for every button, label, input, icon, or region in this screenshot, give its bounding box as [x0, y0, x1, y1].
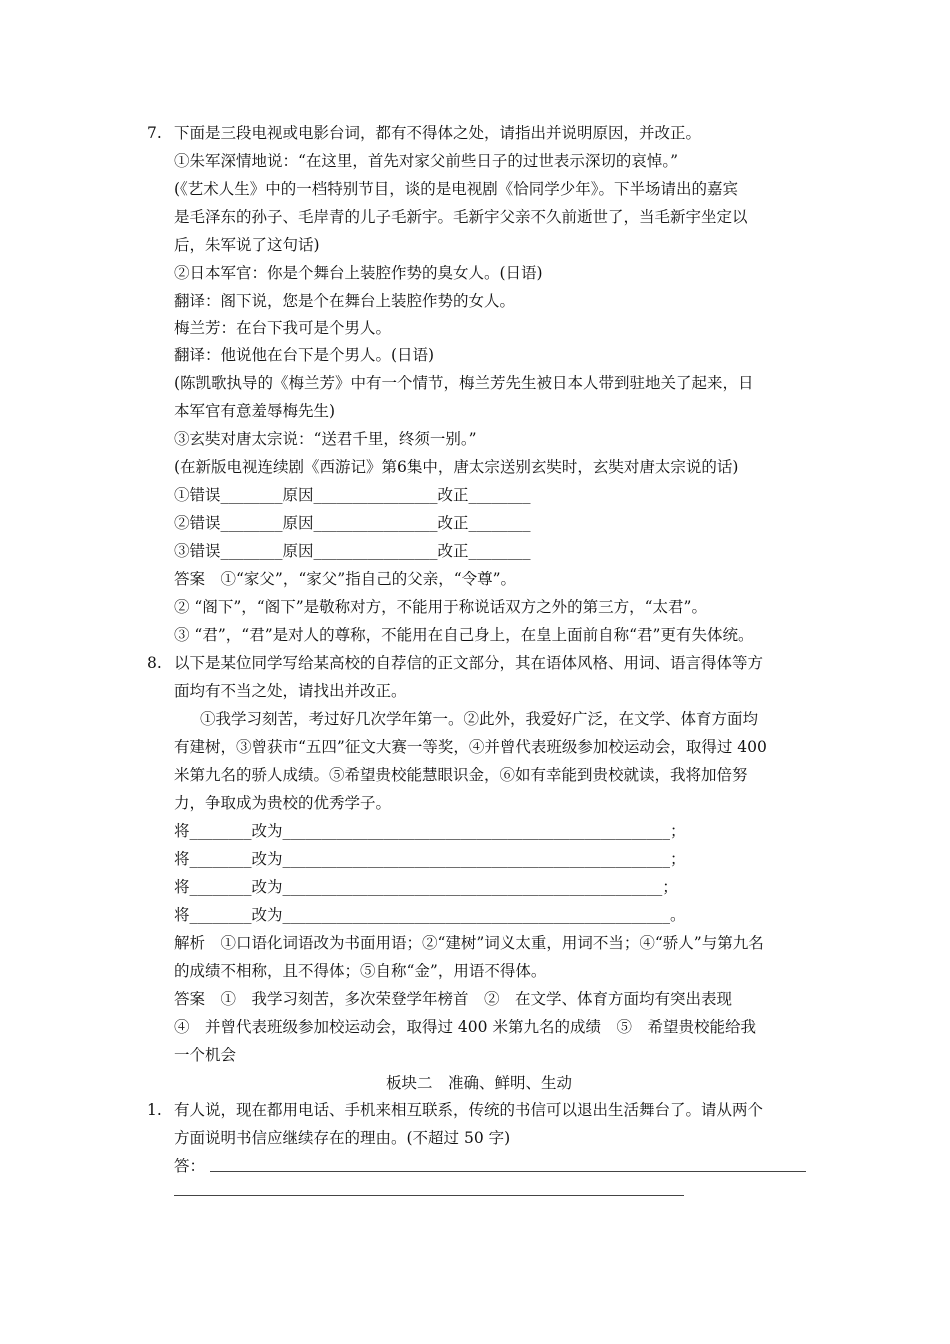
q8-fill-line: 将________改为__________________________________________________； — [174, 822, 686, 840]
q7-blank-row: ③错误________原因________________改正________ — [174, 542, 531, 560]
q1-answer-label: 答： — [174, 1157, 206, 1175]
q7-answer: 答案 ①“家父”，“家父”指自己的父亲，“令尊”。 — [174, 570, 517, 588]
q1-prompt: 有人说，现在都用电话、手机来相互联系，传统的书信可以退出生活舞台了。请从两个 — [174, 1101, 764, 1119]
q8-answer: ④ 并曾代表班级参加校运动会，取得过 400 米第九名的成绩 ⑤ 希望贵校能给我 — [174, 1018, 756, 1036]
q7-blank-row: ②错误________原因________________改正________ — [174, 514, 531, 532]
q8-passage-line: ①我学习刻苦，考过好几次学年第一。②此外，我爱好广泛，在文学、体育方面均 — [200, 710, 759, 728]
q8-fill-line: 将________改为__________________________________________________。 — [174, 906, 686, 924]
q1-number: 1. — [147, 1101, 162, 1119]
q8-answer: 一个机会 — [174, 1046, 237, 1064]
q8-passage-line: 有建树，③曾获市“五四”征文大赛一等奖，④并曾代表班级参加校运动会，取得过 400 — [174, 738, 767, 756]
q7-number: 7. — [147, 124, 162, 142]
q8-analysis: 解析 ①口语化词语改为书面用语；②“建树”词义太重，用词不当；④“骄人”与第九名 — [174, 934, 764, 952]
q7-line: ①朱军深情地说：“在这里，首先对家父前些日子的过世表示深切的哀悼。” — [174, 152, 679, 170]
section-title: 板块二 准确、鲜明、生动 — [386, 1074, 573, 1092]
q7-line: 梅兰芳：在台下我可是个男人。 — [174, 319, 392, 337]
q7-line: ③玄奘对唐太宗说：“送君千里，终须一别。” — [174, 430, 477, 448]
q8-passage-line: 力，争取成为贵校的优秀学子。 — [174, 794, 392, 812]
q7-line: ②日本军官：你是个舞台上装腔作势的臭女人。(日语) — [174, 264, 543, 282]
q7-line: (在新版电视连续剧《西游记》第6集中，唐太宗送别玄奘时，玄奘对唐太宗说的话) — [174, 458, 739, 476]
answer-line[interactable] — [174, 1195, 684, 1196]
q8-analysis: 的成绩不相称，且不得体；⑤自称“金”，用语不得体。 — [174, 962, 547, 980]
q7-answer: ③ “君”，“君”是对人的尊称，不能用在自己身上，在皇上面前自称“君”更有失体统。 — [174, 626, 754, 644]
q8-answer: 答案 ① 我学习刻苦，多次荣登学年榜首 ② 在文学、体育方面均有突出表现 — [174, 990, 733, 1008]
q7-line: (《艺术人生》中的一档特别节目，谈的是电视剧《恰同学少年》。下半场请出的嘉宾 — [174, 180, 739, 198]
q8-prompt: 面均有不当之处，请找出并改正。 — [174, 682, 407, 700]
q8-fill-line: 将________改为_________________________________________________； — [174, 878, 678, 896]
q8-fill-line: 将________改为__________________________________________________； — [174, 850, 686, 868]
q7-line: (陈凯歌执导的《梅兰芳》中有一个情节，梅兰芳先生被日本人带到驻地关了起来，日 — [174, 374, 754, 392]
q7-line: 本军官有意羞辱梅先生) — [174, 402, 336, 420]
q7-answer: ② “阁下”，“阁下”是敬称对方，不能用于称说话双方之外的第三方，“太君”。 — [174, 598, 707, 616]
q8-number: 8. — [147, 654, 162, 672]
q7-line: 后，朱军说了这句话) — [174, 236, 320, 254]
q1-prompt: 方面说明书信应继续存在的理由。(不超过 50 字) — [174, 1129, 511, 1147]
q8-prompt: 以下是某位同学写给某高校的自荐信的正文部分，其在语体风格、用词、语言得体等方 — [174, 654, 764, 672]
q7-line: 是毛泽东的孙子、毛岸青的儿子毛新宇。毛新宇父亲不久前逝世了，当毛新宇坐定以 — [174, 208, 748, 226]
q7-blank-row: ①错误________原因________________改正________ — [174, 486, 531, 504]
q7-line: 翻译：阁下说，您是个在舞台上装腔作势的女人。 — [174, 292, 516, 310]
q7-line: 翻译：他说他在台下是个男人。(日语) — [174, 346, 435, 364]
answer-line[interactable] — [210, 1171, 806, 1172]
q7-prompt: 下面是三段电视或电影台词，都有不得体之处，请指出并说明原因，并改正。 — [174, 124, 702, 142]
q8-passage-line: 米第九名的骄人成绩。⑤希望贵校能慧眼识金，⑥如有幸能到贵校就读，我将加倍努 — [174, 766, 748, 784]
